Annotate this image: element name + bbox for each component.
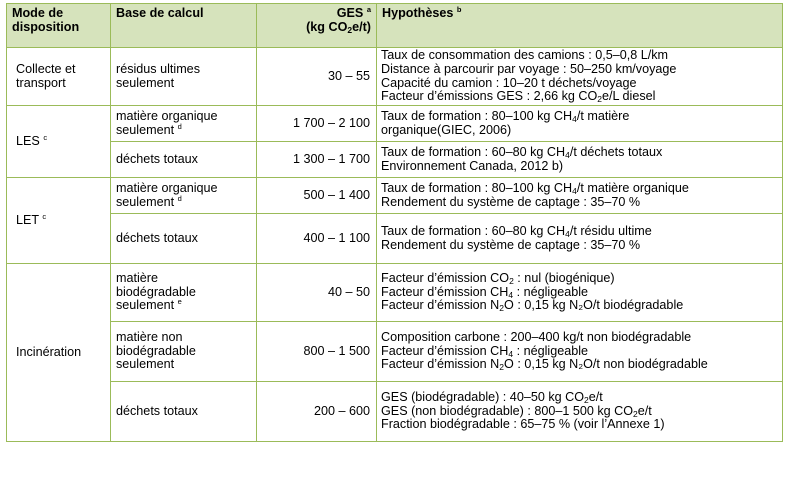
- table-row: [7, 142, 783, 178]
- ges-cell: 200 – 600: [257, 382, 377, 442]
- mode-cell: Incinération: [7, 264, 111, 442]
- header-row: [7, 4, 783, 48]
- hypotheses-cell: Taux de formation : 60–80 kg $CH_4/t$ résidu ultime Rendement du système de captage : 35–70 %: [377, 214, 783, 264]
- ges-cell: 400 – 1 100: [257, 214, 377, 264]
- mode-cell: LET $^c$: [7, 178, 111, 264]
- table-row: [7, 106, 783, 142]
- table-row: [7, 322, 783, 382]
- ges-cell: 40 – 50: [257, 264, 377, 322]
- hypotheses-cell: Composition carbone : 200–400 kg/t non biodégradable Facteur d’émission $CH_4$ : négligeable Facteur d’émission $N_2O$ : 0,15 kg N₂O/t non biodégradable: [377, 322, 783, 382]
- base-cell: déchets totaux: [111, 214, 257, 264]
- table-row: [7, 214, 783, 264]
- hypotheses-cell: Taux de consommation des camions : 0,5–0,8 L/km Distance à parcourir par voyage : 50–250 km/voyage Capacité du camion : 10–20 t déchets/voyage Facteur d’émissions GES : 2,66 kg $CO_2e/L$ diesel: [377, 48, 783, 106]
- base-cell: résidus ultimes seulement: [111, 48, 257, 106]
- mode-cell: LES $^c$: [7, 106, 111, 178]
- base-cell: matière non biodégradable seulement: [111, 322, 257, 382]
- hypotheses-cell: Taux de formation : 60–80 kg $CH_4/t$ déchets totaux Environnement Canada, 2012 b): [377, 142, 783, 178]
- header-base: Base de calcul: [111, 4, 257, 48]
- table-row: [7, 48, 783, 106]
- header-ges: GES $^a$ (kg $CO_2e/t$): [257, 4, 377, 48]
- hypotheses-cell: GES (biodégradable) : 40–50 kg $CO_2e/t$ GES (non biodégradable) : 800–1 500 kg $CO_2e/t$ Fraction biodégradable : 65–75 % (voir l’Annexe 1): [377, 382, 783, 442]
- hypotheses-cell: Taux de formation : 80–100 kg $CH_4/t$ matière organique(GIEC, 2006): [377, 106, 783, 142]
- ges-cell: 800 – 1 500: [257, 322, 377, 382]
- base-cell: déchets totaux: [111, 142, 257, 178]
- table-row: [7, 178, 783, 214]
- table-row: [7, 382, 783, 442]
- header-hypotheses: Hypothèses $^b$: [377, 4, 783, 48]
- ges-cell: 30 – 55: [257, 48, 377, 106]
- ges-cell: 500 – 1 400: [257, 178, 377, 214]
- base-cell: matière organique seulement $^d$: [111, 106, 257, 142]
- base-cell: matière biodégradable seulement $^e$: [111, 264, 257, 322]
- header-mode: Mode de disposition: [7, 4, 111, 48]
- mode-cell: Collecte et transport: [7, 48, 111, 106]
- hypotheses-cell: Taux de formation : 80–100 kg $CH_4/t$ matière organique Rendement du système de captage : 35–70 %: [377, 178, 783, 214]
- ghg-assumptions-table: [6, 3, 783, 442]
- base-cell: matière organique seulement $^d$: [111, 178, 257, 214]
- table-row: [7, 264, 783, 322]
- ges-cell: 1 300 – 1 700: [257, 142, 377, 178]
- base-cell: déchets totaux: [111, 382, 257, 442]
- hypotheses-cell: Facteur d’émission $CO_2$ : nul (biogénique) Facteur d’émission $CH_4$ : négligeable Facteur d’émission $N_2O$ : 0,15 kg N₂O/t biodégradable: [377, 264, 783, 322]
- ges-cell: 1 700 – 2 100: [257, 106, 377, 142]
